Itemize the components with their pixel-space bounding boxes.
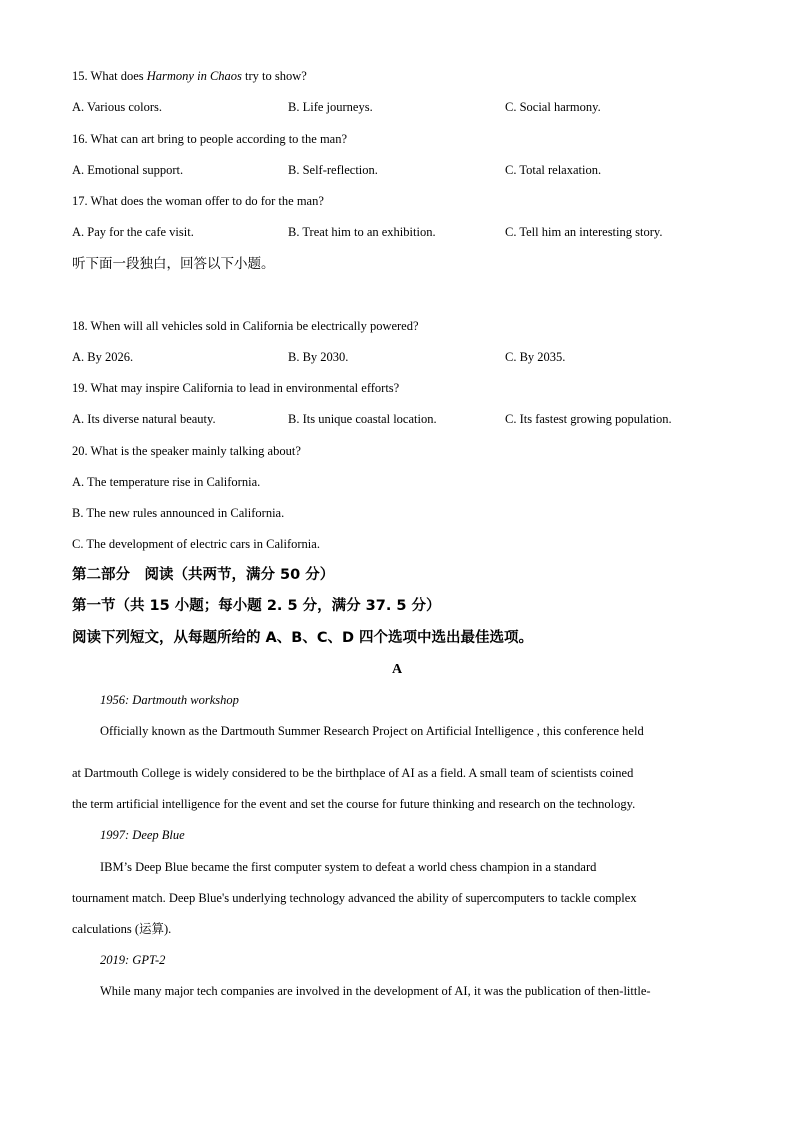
entry-heading: 1956: Dartmouth workshop	[100, 693, 239, 707]
q18-option-c: C. By 2035.	[505, 350, 566, 364]
q15-option-c: C. Social harmony.	[505, 100, 601, 114]
question-20: 20. What is the speaker mainly talking about?	[72, 444, 301, 458]
q19-option-c: C. Its fastest growing population.	[505, 412, 672, 426]
reading-part-heading: 第二部分 阅读（共两节，满分 50 分）	[72, 567, 335, 583]
q18-option-a: A. By 2026.	[72, 350, 134, 364]
reading-instruction: 阅读下列短文，从每题所给的 A、B、C、D 四个选项中选出最佳选项。	[72, 630, 534, 646]
q20-option-c: C. The development of electric cars in California.	[72, 537, 320, 551]
q16-option-c: C. Total relaxation.	[505, 163, 602, 177]
q20-option-b: B. The new rules announced in California.	[72, 506, 285, 520]
q20-option-a: A. The temperature rise in California.	[72, 475, 261, 489]
entry-heading: 2019: GPT-2	[100, 953, 166, 967]
paragraph-line: calculations (运算).	[72, 922, 172, 936]
q16-option-b: B. Self-reflection.	[288, 163, 378, 177]
question-15-suffix: try to show?	[241, 69, 307, 83]
paragraph-line: While many major tech companies are involved in the development of AI, it was the publication of then-little-	[100, 984, 651, 998]
paragraph-line: Officially known as the Dartmouth Summer Research Project on Artificial Intelligence , this conference held	[100, 724, 644, 738]
paragraph-line: the term artificial intelligence for the event and set the course for future thinking and research on the technology.	[72, 797, 636, 811]
q19-option-a: A. Its diverse natural beauty.	[72, 412, 216, 426]
monologue-instruction: 听下面一段独白，回答以下小题。	[72, 256, 275, 272]
paragraph-line: at Dartmouth College is widely considered to be the birthplace of AI as a field. A small team of scientists coined	[72, 766, 634, 780]
question-19: 19. What may inspire California to lead in environmental efforts?	[72, 381, 400, 395]
paragraph-line: tournament match. Deep Blue's underlying technology advanced the ability of supercomputers to tackle complex	[72, 891, 637, 905]
question-16: 16. What can art bring to people according to the man?	[72, 132, 348, 146]
q16-option-a: A. Emotional support.	[72, 163, 184, 177]
q18-option-b: B. By 2030.	[288, 350, 349, 364]
q17-option-c: C. Tell him an interesting story.	[505, 225, 663, 239]
passage-label: A	[391, 662, 403, 677]
q17-option-a: A. Pay for the cafe visit.	[72, 225, 194, 239]
entry-heading: 1997: Deep Blue	[100, 828, 185, 842]
reading-section-heading: 第一节（共 15 小题；每小题 2. 5 分，满分 37. 5 分）	[72, 598, 441, 614]
question-15	[72, 68, 307, 84]
question-17: 17. What does the woman offer to do for the man?	[72, 194, 324, 208]
q17-option-b: B. Treat him to an exhibition.	[288, 225, 436, 239]
question-18: 18. When will all vehicles sold in California be electrically powered?	[72, 319, 419, 333]
q15-option-a: A. Various colors.	[72, 100, 163, 114]
question-15-title: Harmony in Chaos	[146, 69, 242, 83]
q19-option-b: B. Its unique coastal location.	[288, 412, 437, 426]
paragraph-line: IBM’s Deep Blue became the first computer system to defeat a world chess champion in a standard	[100, 860, 597, 874]
question-15-prefix: 15. What does	[72, 69, 147, 83]
q15-option-b: B. Life journeys.	[288, 100, 373, 114]
